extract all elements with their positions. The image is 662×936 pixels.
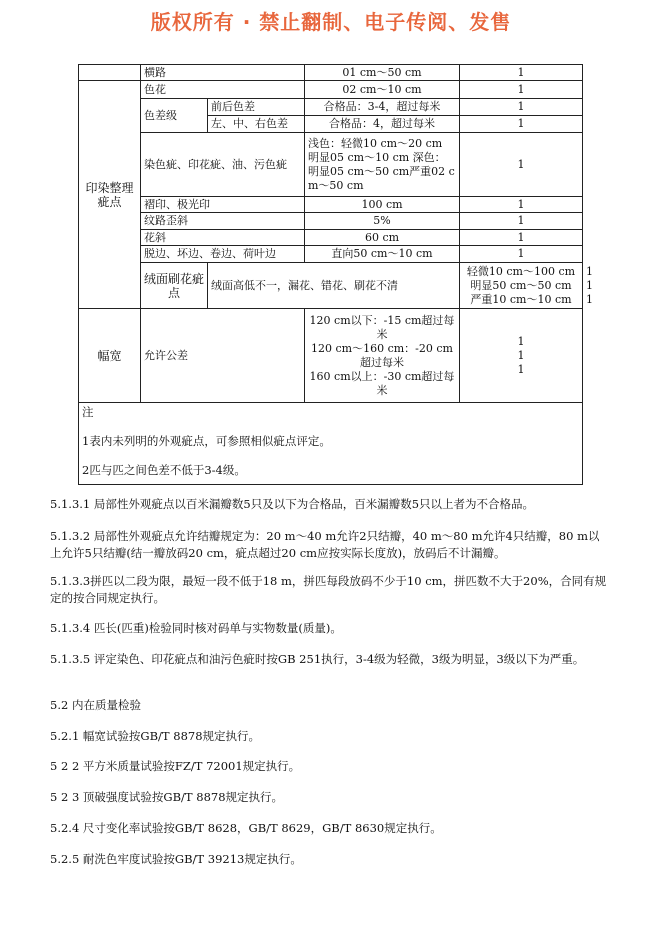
- table-row: [79, 246, 583, 263]
- defect-count: 1: [460, 230, 583, 246]
- table-row: [79, 309, 583, 403]
- defect-name: 纹路歪斜: [141, 213, 305, 230]
- table-row: [79, 230, 583, 246]
- note-item: 1表内未列明的外观疵点，可参照相似疵点评定。: [82, 434, 331, 448]
- defect-range: 浅色：轻微10 cm～20 cm 明显05 cm～10 cm 深色：明显05 cm～50 cm严重02 cm～50 cm: [305, 133, 460, 197]
- defect-name: 左、中、右色差: [208, 116, 305, 133]
- defect-count: 1: [460, 81, 583, 99]
- clause-5-1-3-1: 5.1.3.1 局部性外观疵点以百米漏瓣数5只及以下为合格品，百米漏瓣数5只以上者为不合格品。: [50, 497, 535, 511]
- table-row: [79, 213, 583, 230]
- range-line: 轻微10 cm～100 cm: [466, 264, 576, 278]
- defect-count: 1: [460, 116, 583, 133]
- table-notes: [79, 403, 583, 485]
- clause-5-1-3-5: 5.1.3.5 评定染色、印花疵点和油污色疵时按GB 251执行，3-4级为轻微，3级为明显，3级以下为严重。: [50, 652, 585, 666]
- note-label: 注: [82, 405, 94, 419]
- defect-name: 绒面高低不一，漏花、错花、刷花不清: [208, 263, 460, 309]
- table-row: [79, 81, 583, 99]
- defect-name: 染色疵、印花疵、油、污色疵: [141, 133, 305, 197]
- clause-5-2-4: 5.2.4 尺寸变化率试验按GB/T 8628，GB/T 8629，GB/T 8630规定执行。: [50, 821, 442, 835]
- note-item: 2匹与匹之间色差不低于3-4级。: [82, 463, 246, 477]
- group-pile-defects: 绒面刷花疵点: [141, 263, 208, 309]
- range-line: 120 cm～160 cm：-20 cm超过每米: [311, 341, 453, 369]
- defect-count: 1: [460, 133, 583, 197]
- clause-5-1-3-2: 5.1.3.2 局部性外观疵点允许结瓣规定为：20 m～40 m允许2只结瓣，40 m～80 m允许4只结瓣，80 m以上允许5只结瓣(结一瓣放码20 cm，疵点超过20 cm应按实际长度放)，放码后不计漏瓣。: [50, 529, 600, 560]
- defect-table: [78, 64, 593, 485]
- range-line: 严重10 cm～10 cm: [470, 292, 572, 306]
- table-row: [79, 403, 583, 485]
- defect-range: 100 cm: [305, 197, 460, 213]
- defect-range: 合格品：3-4，超过每米: [305, 99, 460, 116]
- count-line: 1: [517, 334, 525, 348]
- color-difference-label: 色差级: [141, 99, 208, 133]
- defect-range-list: [305, 309, 460, 403]
- defect-count: 1: [460, 99, 583, 116]
- defect-name: 褶印、极光印: [141, 197, 305, 213]
- range-line: 160 cm以上：-30 cm超过每米: [309, 369, 455, 397]
- defect-range: 01 cm～50 cm: [305, 65, 460, 81]
- defect-range-list: [460, 263, 583, 309]
- defect-range: 5%: [305, 213, 460, 230]
- defect-name: 色花: [141, 81, 305, 99]
- count-line: 1: [517, 362, 525, 376]
- defect-name: 前后色差: [208, 99, 305, 116]
- defect-name: 脱边、坏边、卷边、荷叶边: [141, 246, 305, 263]
- table-row: [79, 65, 583, 81]
- defect-count-list: [460, 309, 583, 403]
- table-row: [79, 133, 583, 197]
- clause-5-2-2: 5 2 2 平方米质量试验按FZ/T 72001规定执行。: [50, 759, 301, 773]
- defect-name: 允许公差: [141, 309, 305, 403]
- range-line: 120 cm以下：-15 cm超过每米: [309, 313, 455, 341]
- clause-5-1-3-4: 5.1.3.4 匹长(匹重)检验同时核对码单与实物数量(质量)。: [50, 621, 342, 635]
- copyright-watermark: 版权所有 · 禁止翻制、电子传阅、发售: [150, 10, 512, 34]
- group-width: 幅宽: [79, 309, 141, 403]
- range-line: 明显50 cm～50 cm: [470, 278, 572, 292]
- defect-count: 1: [460, 246, 583, 263]
- table-row: [79, 99, 583, 116]
- defect-name: 横路: [141, 65, 305, 81]
- table-row: 绒面刷花疵点 绒面高低不一，漏花、错花、刷花不清 轻微10 cm～100 cm 明显50 cm～50 cm 严重10 cm～10 cm 1 1 1: [79, 263, 583, 309]
- defect-count: 1: [460, 213, 583, 230]
- defect-range: 直向50 cm～10 cm: [305, 246, 460, 263]
- defect-name: 花斜: [141, 230, 305, 246]
- group-print-defects: 印染整理疵点: [79, 81, 141, 309]
- defect-range: 合格品：4，超过每米: [305, 116, 460, 133]
- defect-range: 60 cm: [305, 230, 460, 246]
- clause-5-2-3: 5 2 3 顶破强度试验按GB/T 8878规定执行。: [50, 790, 284, 804]
- table-row: [79, 197, 583, 213]
- defect-count: 1: [460, 197, 583, 213]
- count-line: 1: [517, 348, 525, 362]
- clause-5-1-3-3: 5.1.3.3拼匹以二段为限，最短一段不低于18 m，拼匹每段放码不少于10 cm，拼匹数不大于20%，合同有规定的按合同规定执行。: [50, 574, 607, 605]
- clause-5-2-5: 5.2.5 耐洗色牢度试验按GB/T 39213规定执行。: [50, 852, 302, 866]
- defect-count: 1: [460, 65, 583, 81]
- section-5-2-heading: 5.2 内在质量检验: [50, 698, 141, 712]
- clause-5-2-1: 5.2.1 幅宽试验按GB/T 8878规定执行。: [50, 729, 261, 743]
- defect-range: 02 cm～10 cm: [305, 81, 460, 99]
